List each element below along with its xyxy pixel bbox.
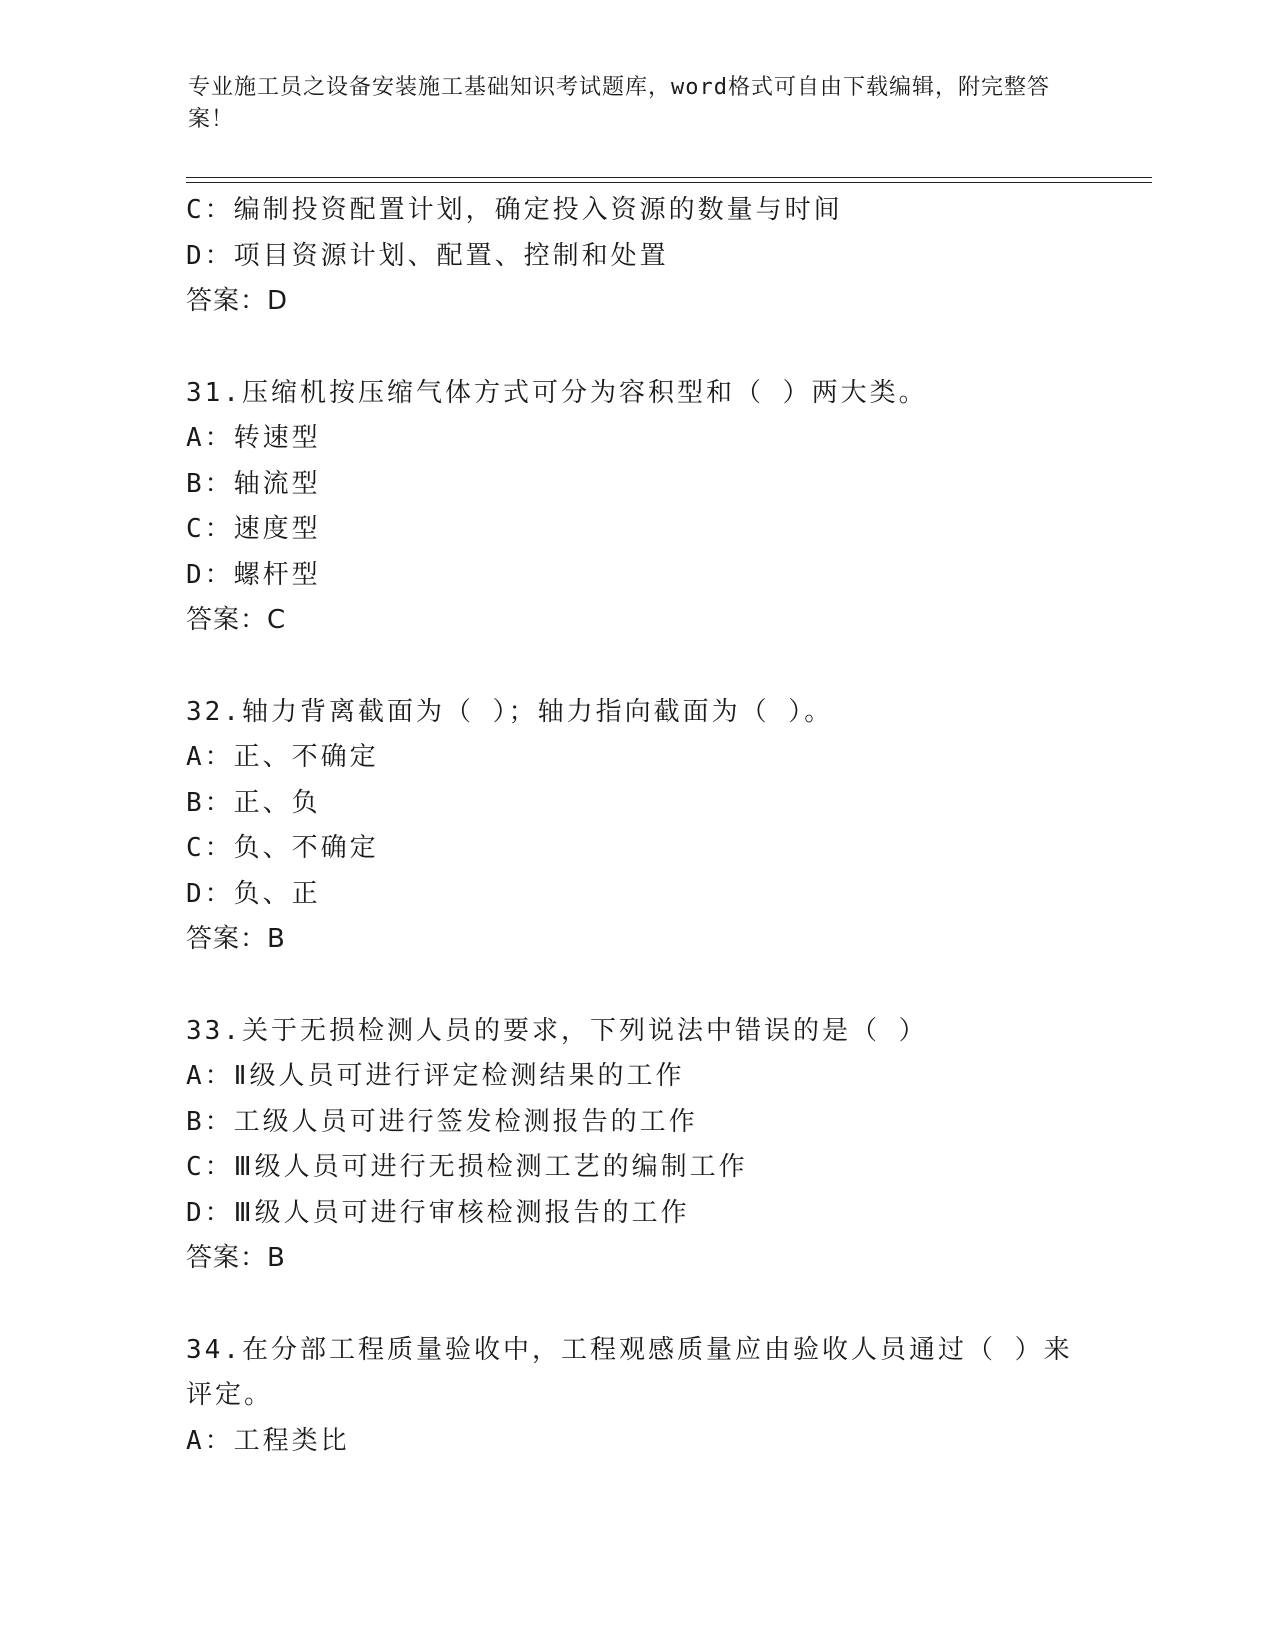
question-stem: 33.关于无损检测人员的要求，下列说法中错误的是（ ） (186, 1015, 928, 1046)
question-32 (186, 690, 1086, 963)
answer-line: 答案：B (186, 1243, 286, 1273)
question-31 (186, 371, 1086, 644)
option-c: C：负、不确定 (186, 833, 379, 863)
question-stem: 31.压缩机按压缩气体方式可分为容积型和（ ）两大类。 (186, 377, 928, 408)
answer-line: 答案：D (186, 286, 289, 316)
question-stem-line-2: 评定。 (186, 1380, 274, 1410)
option-a: A：转速型 (186, 423, 321, 453)
question-34 (186, 1328, 1086, 1465)
option-d: D：负、正 (186, 878, 321, 909)
option-d: D：螺杆型 (186, 559, 321, 590)
option-a: A：正、不确定 (186, 742, 379, 772)
option-d: D：项目资源计划、配置、控制和处置 (186, 240, 669, 271)
option-b: B：正、负 (186, 787, 321, 818)
option-c: C：编制投资配置计划，确定投入资源的数量与时间 (186, 195, 843, 225)
option-b: B：工级人员可进行签发检测报告的工作 (186, 1106, 698, 1137)
answer-line: 答案：C (186, 605, 287, 635)
answer-line: 答案：B (186, 924, 286, 954)
option-a: A：Ⅱ级人员可进行评定检测结果的工作 (186, 1061, 685, 1091)
option-a: A：工程类比 (186, 1425, 350, 1456)
header-divider (186, 177, 1152, 183)
option-c: C：Ⅲ级人员可进行无损检测工艺的编制工作 (186, 1152, 748, 1182)
option-c: C：速度型 (186, 514, 321, 544)
page-header: 专业施工员之设备安装施工基础知识考试题库，word格式可自由下载编辑，附完整答案！ (188, 75, 1050, 132)
question-stem: 32.轴力背离截面为（ ）；轴力指向截面为（ ）。 (186, 696, 834, 727)
question-33 (186, 1009, 1086, 1282)
option-b: B：轴流型 (186, 468, 321, 499)
option-d: D：Ⅲ级人员可进行审核检测报告的工作 (186, 1197, 690, 1228)
question-stem-line-1: 34.在分部工程质量验收中，工程观感质量应由验收人员通过（ ）来 (186, 1334, 1073, 1365)
document-body (186, 188, 1086, 1464)
continued-question (186, 188, 1086, 325)
